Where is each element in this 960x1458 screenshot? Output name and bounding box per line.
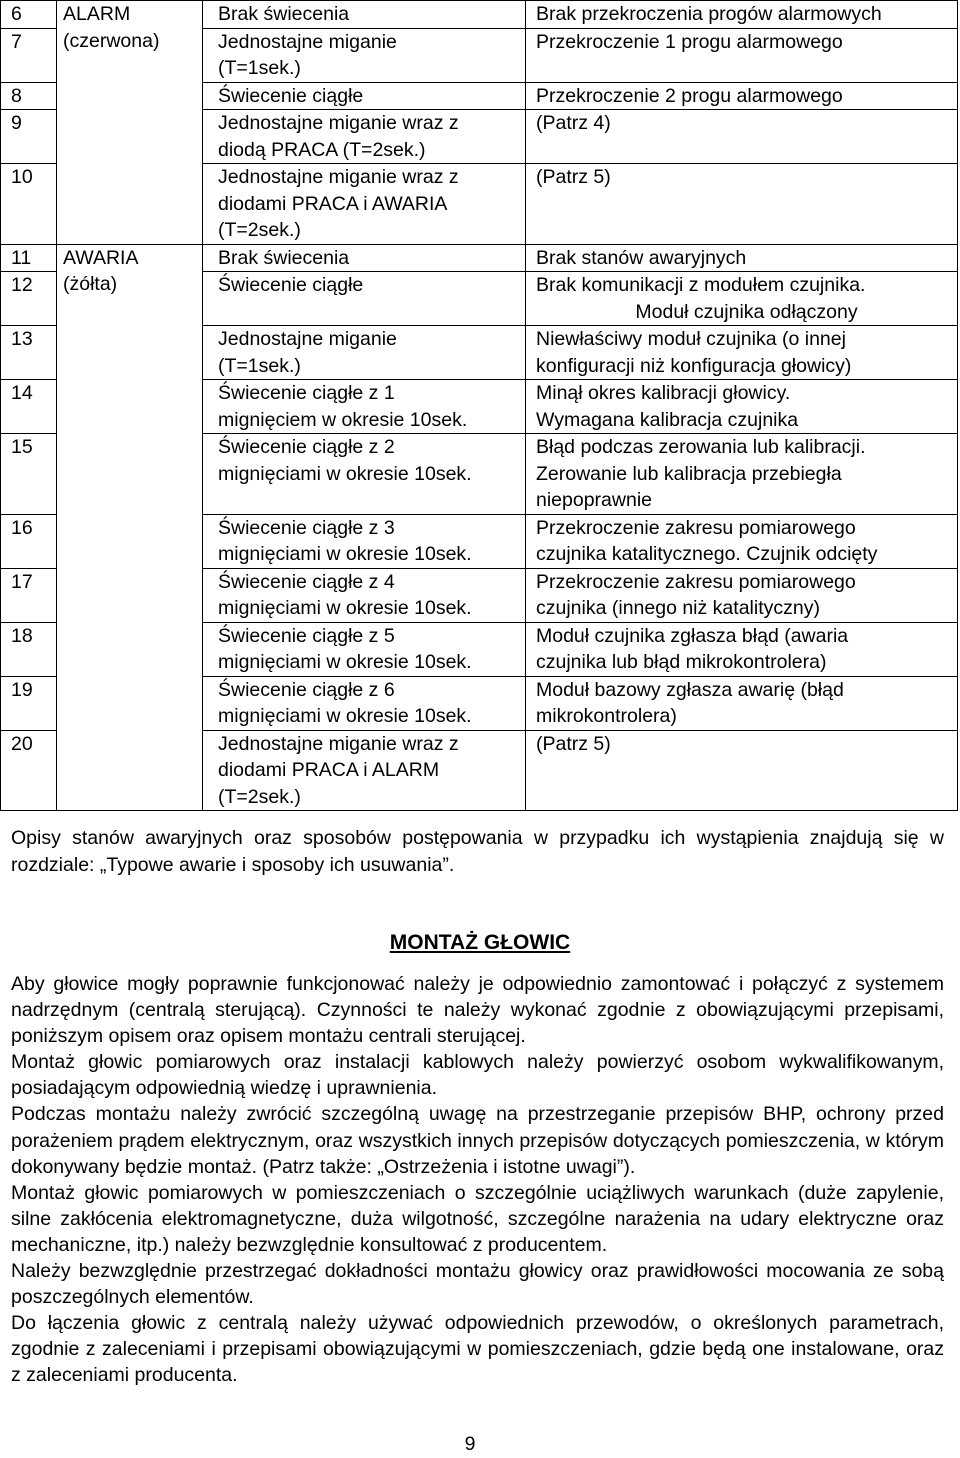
description-text: (Patrz 5): [536, 732, 611, 755]
description-cell: [526, 272, 958, 326]
description-cell: [526, 434, 958, 515]
row-number: 14: [1, 380, 57, 434]
row-number: 9: [1, 110, 57, 164]
description-text: Błąd podczas zerowania lub kalibracji. Zerowanie lub kalibracja przebiegła niepoprawnie: [536, 436, 866, 511]
table-row: [1, 244, 958, 272]
row-number: 10: [1, 164, 57, 245]
description-cell: [526, 244, 958, 272]
section-title: MONTAŻ GŁOWIC: [389, 931, 571, 954]
description-cell: [526, 380, 958, 434]
row-number: 8: [1, 82, 57, 110]
row-number: 11: [1, 244, 57, 272]
signal-cell: [203, 244, 526, 272]
row-number: 16: [1, 514, 57, 568]
description-text: Brak stanów awaryjnych: [536, 246, 747, 269]
signal-text: Świecenie ciągłe z 3 mignięciami w okresie 10sek.: [218, 516, 472, 565]
signal-text: Świecenie ciągłe z 5 mignięciami w okresie 10sek.: [218, 624, 472, 673]
description-cell: [526, 568, 958, 622]
row-number: 20: [1, 730, 57, 811]
body-paragraph: Montaż głowic pomiarowych oraz instalacji kablowych należy powierzyć osobom wykwalifikowanym, posiadającym odpowiednią wiedzę i uprawnienia.: [11, 1051, 944, 1100]
category-label: ALARM (czerwona): [63, 3, 160, 52]
description-text: Moduł czujnika zgłasza błąd (awaria czujnika lub błąd mikrokontrolera): [536, 624, 849, 673]
note-paragraph: Opisy stanów awaryjnych oraz sposobów postępowania w przypadku ich wystąpienia znajdują się w rozdziale: „Typowe awarie i sposoby ich usuwania”.: [11, 827, 944, 876]
description-text: Przekroczenie 1 progu alarmowego: [536, 30, 843, 53]
description-cell: [526, 326, 958, 380]
signal-cell: [203, 730, 526, 811]
description-cell: [526, 82, 958, 110]
signal-cell: [203, 28, 526, 82]
description-text: Minął okres kalibracji głowicy. Wymagana kalibracja czujnika: [536, 382, 799, 431]
body-paragraph: Aby głowice mogły poprawnie funkcjonować należy je odpowiednio zamontować i połączyć z systemem nadrzędnym (centralą sterującą). Czynności te należy wykonać zgodnie z obowiązującymi przepisami, poniższym opisem oraz opisem montażu centrali sterującej.: [11, 973, 944, 1048]
signal-cell: [203, 164, 526, 245]
signal-cell: [203, 568, 526, 622]
description-cell: [526, 1, 958, 29]
signal-text: Brak świecenia: [218, 246, 350, 269]
signal-cell: [203, 622, 526, 676]
description-cell: [526, 110, 958, 164]
signal-cell: [203, 110, 526, 164]
signal-text: Jednostajne miganie (T=1sek.): [218, 328, 397, 377]
signal-cell: [203, 676, 526, 730]
description-text: Brak przekroczenia progów alarmowych: [536, 3, 882, 25]
description-text: Przekroczenie zakresu pomiarowego czujnika (innego niż katalityczny): [536, 570, 856, 619]
signal-cell: [203, 326, 526, 380]
signal-text: Świecenie ciągłe z 4 mignięciami w okresie 10sek.: [218, 570, 472, 619]
description-cell: [526, 730, 958, 811]
body-paragraph: Należy bezwzględnie przestrzegać dokładności montażu głowicy oraz prawidłowości mocowania ze sobą poszczególnych elementów.: [11, 1260, 944, 1309]
signal-text: Jednostajne miganie wraz z diodą PRACA (T=2sek.): [218, 112, 459, 161]
row-number: 6: [1, 1, 57, 29]
description-text: Przekroczenie 2 progu alarmowego: [536, 84, 843, 107]
signal-text: Świecenie ciągłe z 6 mignięciami w okresie 10sek.: [218, 678, 472, 727]
category-cell: [57, 244, 203, 811]
row-number: 19: [1, 676, 57, 730]
description-text: (Patrz 4): [536, 112, 611, 134]
signal-cell: [203, 380, 526, 434]
description-cell: [526, 28, 958, 82]
signal-cell: [203, 434, 526, 515]
description-cell: [526, 676, 958, 730]
row-number: 12: [1, 272, 57, 326]
signal-text: Świecenie ciągłe z 2 mignięciami w okresie 10sek.: [218, 436, 472, 485]
signal-cell: [203, 82, 526, 110]
signal-cell: [203, 514, 526, 568]
signal-text: Jednostajne miganie wraz z diodami PRACA i ALARM (T=2sek.): [218, 732, 459, 808]
row-number: 7: [1, 28, 57, 82]
row-number: 13: [1, 326, 57, 380]
description-cell: [526, 622, 958, 676]
page-number: 9: [464, 1433, 476, 1455]
signal-text: Świecenie ciągłe z 1 mignięciem w okresie 10sek.: [218, 382, 468, 431]
description-cell: [526, 514, 958, 568]
description-text: Brak komunikacji z modułem czujnika.: [536, 274, 866, 296]
signal-cell: [203, 1, 526, 29]
signal-text: Świecenie ciągłe: [218, 84, 364, 107]
category-cell: [57, 1, 203, 245]
description-text: (Patrz 5): [536, 166, 611, 188]
description-cell: [526, 164, 958, 245]
signal-text: Świecenie ciągłe: [218, 274, 364, 296]
description-text: Niewłaściwy moduł czujnika (o innej konfiguracji niż konfiguracja głowicy): [536, 328, 852, 377]
signal-cell: [203, 272, 526, 326]
row-number: 18: [1, 622, 57, 676]
row-number: 17: [1, 568, 57, 622]
category-label: AWARIA (żółta): [63, 246, 139, 295]
description-text: Przekroczenie zakresu pomiarowego czujnika katalitycznego. Czujnik odcięty: [536, 516, 878, 565]
description-text-centered: Moduł czujnika odłączony: [635, 300, 858, 323]
table-row: [1, 1, 958, 29]
body-paragraph: Podczas montażu należy zwrócić szczególną uwagę na przestrzeganie przepisów BHP, ochrony przed porażeniem prądem elektrycznym, oraz wszystkich innych przepisów dotyczących pomieszczenia, w którym dokonywany będzie montaż. (Patrz także: „Ostrzeżenia i istotne uwagi”).: [11, 1103, 944, 1178]
row-number: 15: [1, 434, 57, 515]
description-text: Moduł bazowy zgłasza awarię (błąd mikrokontrolera): [536, 678, 844, 727]
signal-text: Jednostajne miganie wraz z diodami PRACA i AWARIA (T=2sek.): [218, 166, 459, 241]
body-paragraph: Montaż głowic pomiarowych w pomieszczeniach o szczególnie uciążliwych warunkach (duże zapylenie, silne zakłócenia elektromagnetyczne, duża wilgotność, szczególne narażenia na udary elektryczne oraz mechaniczne, itp.) należy bezwzględnie konsultować z producentem.: [11, 1181, 944, 1256]
body-paragraph: Do łączenia głowic z centralą należy używać odpowiednich przewodów, o określonych parametrach, zgodnie z zaleceniami i przepisami obowiązującymi w pomieszczeniach, gdzie będą one instalowane, oraz z zaleceniami producenta.: [11, 1312, 944, 1387]
signal-text: Jednostajne miganie (T=1sek.): [218, 30, 397, 79]
signal-text: Brak świecenia: [218, 3, 350, 25]
section-body: [11, 971, 944, 1389]
